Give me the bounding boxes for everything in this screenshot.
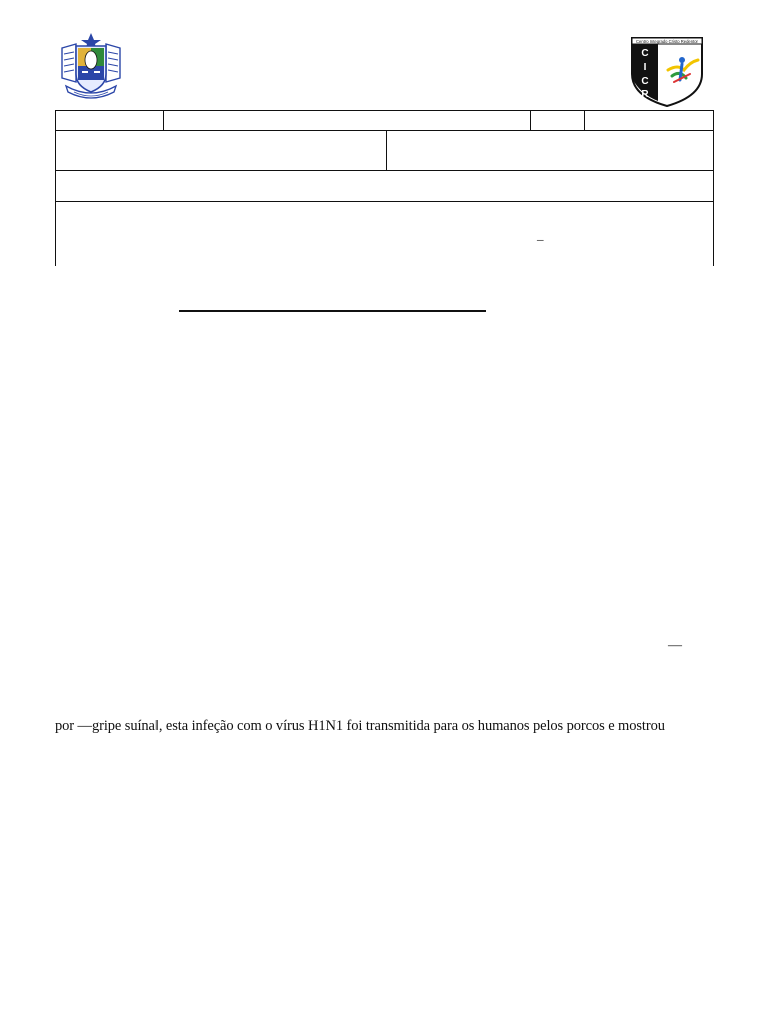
logo-figure-head: [679, 57, 685, 63]
cicr-logo: [628, 34, 706, 108]
cicr-letter-c2: C: [641, 76, 649, 87]
form-cell-8-mark: _: [537, 227, 544, 242]
school-crest-logo: [56, 30, 126, 100]
cicr-letter-r: R: [641, 89, 649, 100]
form-cell-4: [584, 110, 714, 131]
cicr-letter-i: I: [643, 62, 647, 73]
cicr-shield-logo-icon: [628, 34, 706, 108]
body-text-line: por ―gripe suína‖, esta infeção com o vírus H1N1 foi transmitida para os humanos pelos porcos e mostrou: [55, 718, 665, 734]
title-underline: [179, 310, 486, 312]
form-cell-6: [386, 130, 714, 171]
cicr-letter-c1: C: [641, 48, 649, 59]
form-cell-7: [55, 170, 714, 202]
form-cell-3: [530, 110, 585, 131]
form-cell-5: [55, 130, 387, 171]
form-cell-2: [163, 110, 531, 131]
form-cell-1: [55, 110, 164, 131]
dash-mark: —: [668, 638, 682, 653]
school-crest-icon: [56, 30, 126, 100]
form-cell-8: [55, 201, 714, 266]
cicr-banner-text: Centro Integrado Cristo Redentor: [636, 39, 698, 44]
